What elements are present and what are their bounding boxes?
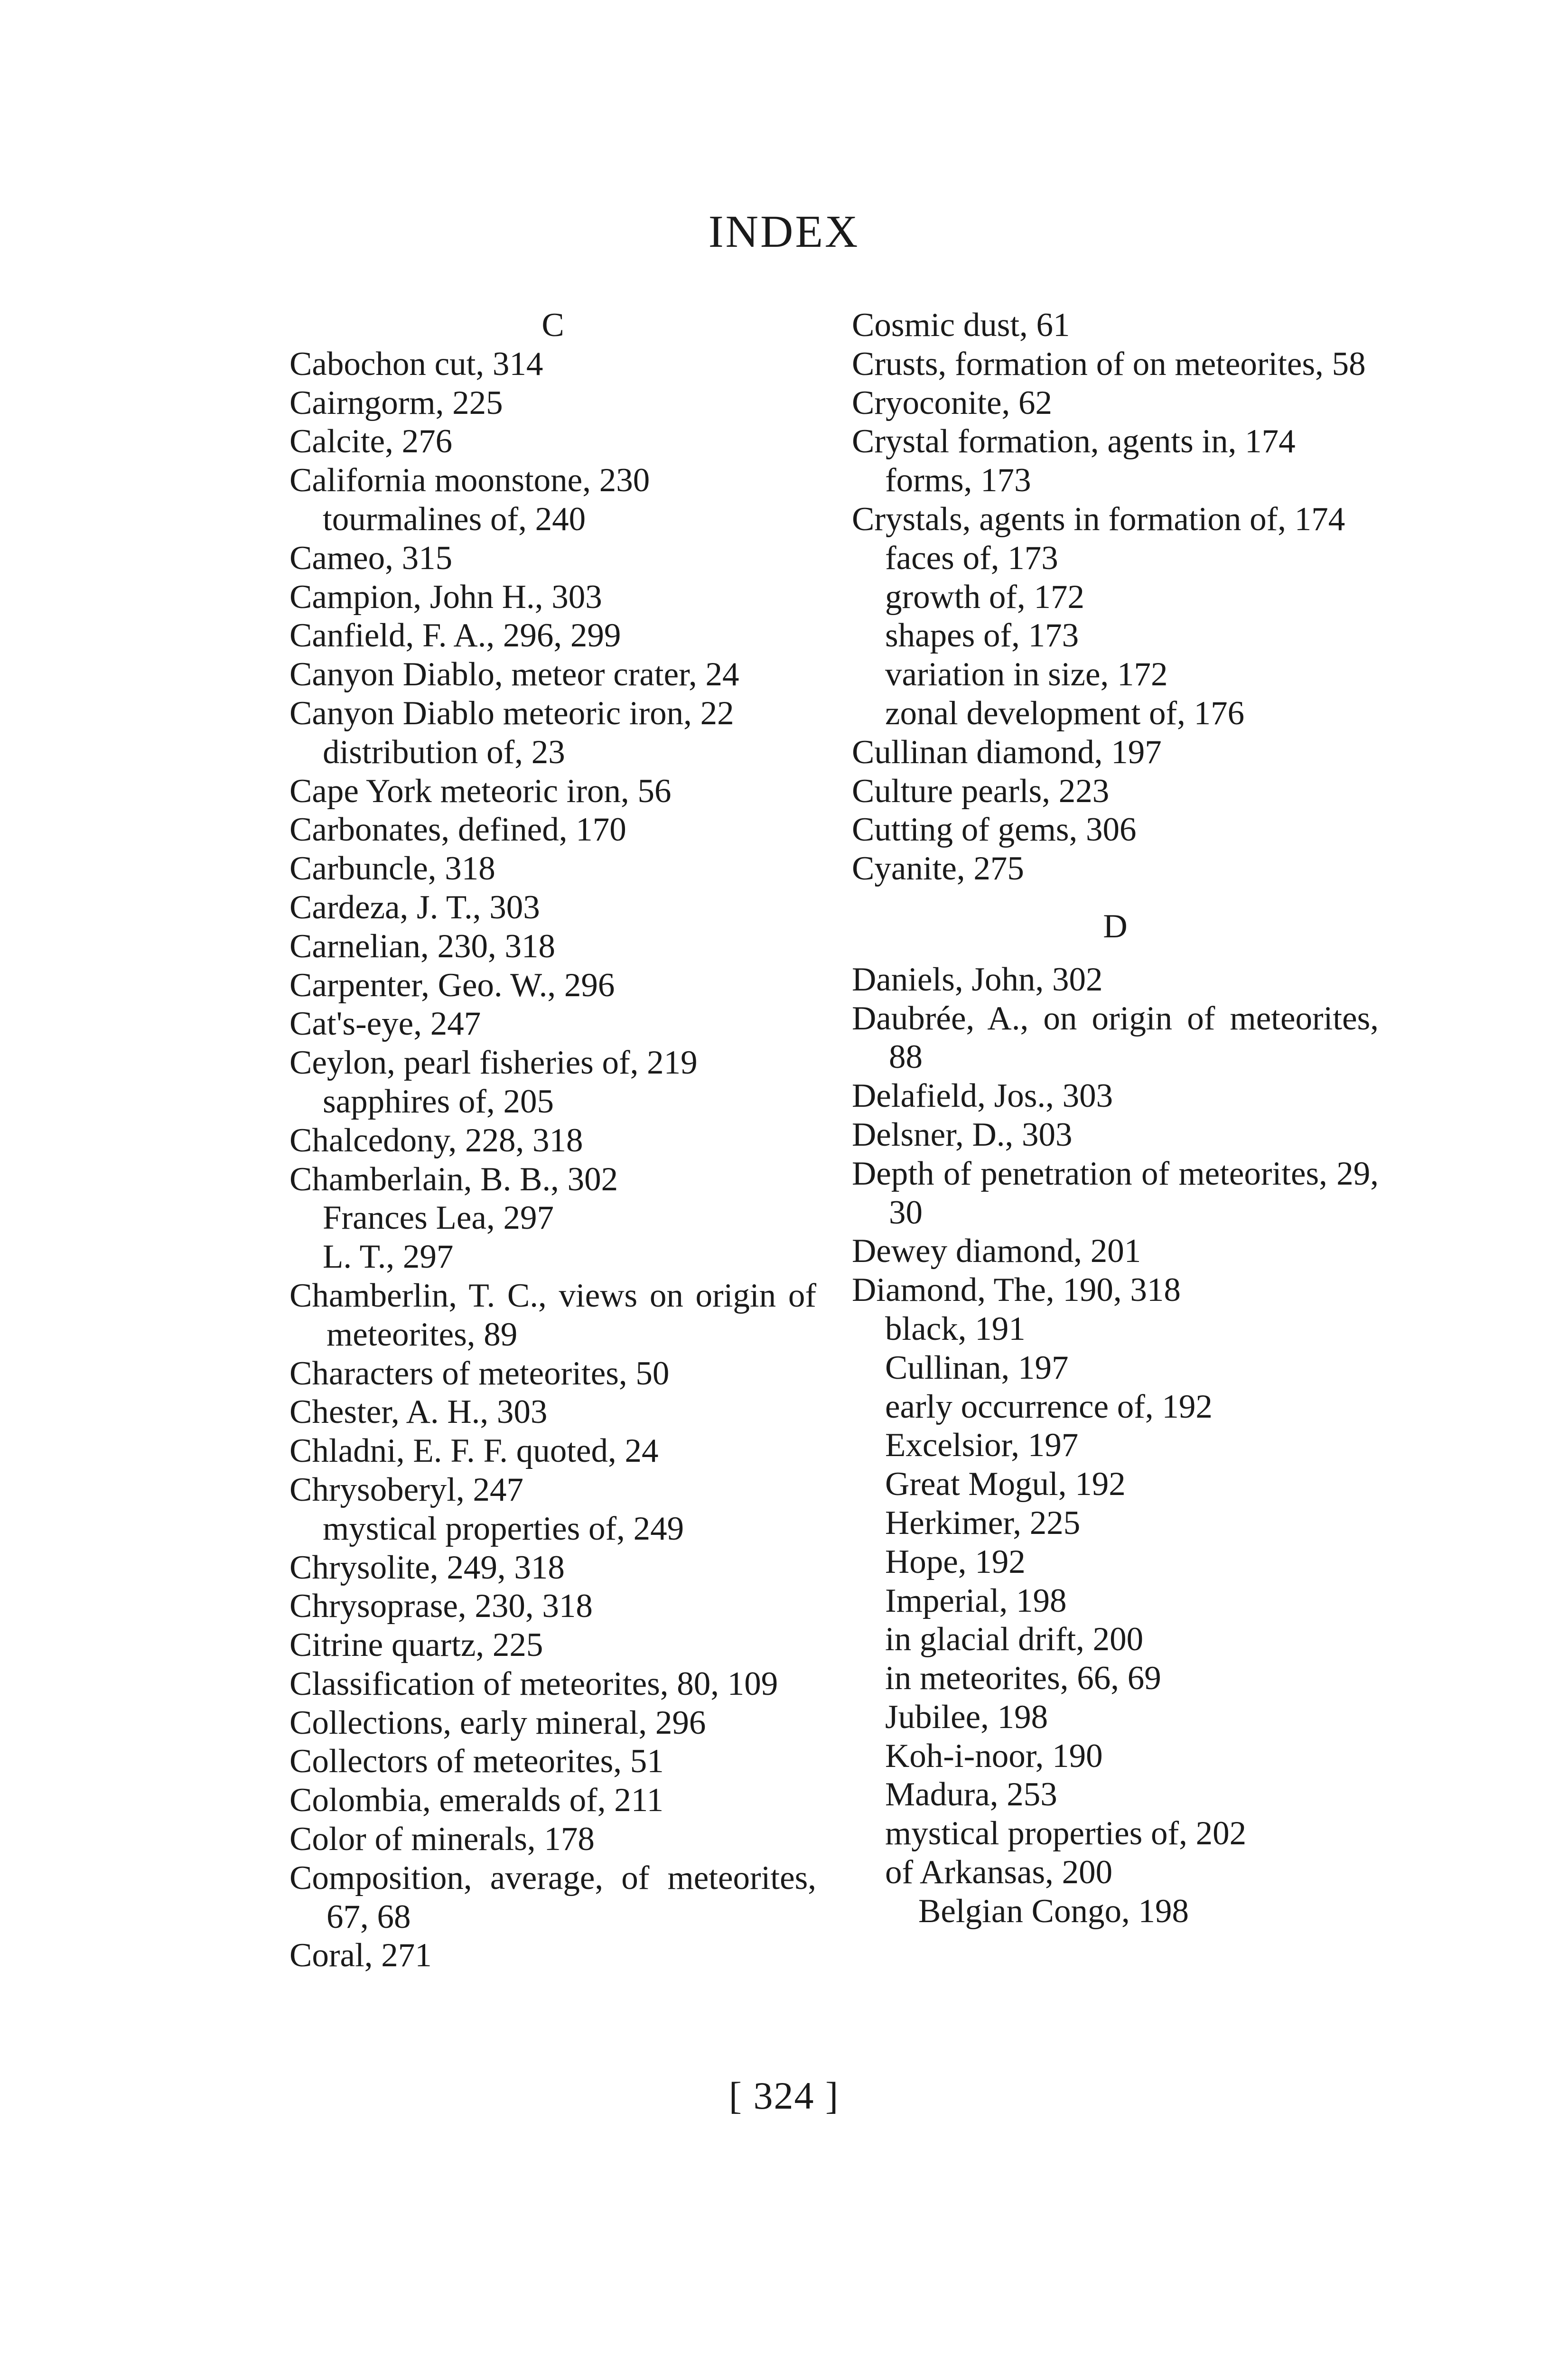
index-entry: Crystal formation, agents in, 174 xyxy=(852,423,1296,460)
index-entries-c-left xyxy=(289,345,816,1975)
index-entries-c-right xyxy=(852,306,1379,888)
index-entry: Chamberlin, T. C., views on origin of meteorites, 89 xyxy=(289,1277,816,1353)
index-entry: Cardeza, J. T., 303 xyxy=(289,888,540,926)
index-subentry: Frances Lea, 297 xyxy=(323,1199,554,1237)
index-column-left xyxy=(289,306,816,1975)
index-entry: Chamberlain, B. B., 302 xyxy=(289,1160,618,1198)
index-entry: Canyon Diablo meteoric iron, 22 xyxy=(289,694,734,732)
page-title: INDEX xyxy=(708,206,860,257)
index-entry: Composition, average, of meteorites, 67, 68 xyxy=(289,1859,816,1935)
index-subentry: Imperial, 198 xyxy=(885,1582,1067,1619)
index-entry: Campion, John H., 303 xyxy=(289,578,602,616)
index-subentry: Great Mogul, 192 xyxy=(885,1466,1126,1503)
index-entry: Chester, A. H., 303 xyxy=(289,1393,548,1431)
index-entry: Cutting of gems, 306 xyxy=(852,811,1137,849)
index-subentry: tourmalines of, 240 xyxy=(323,500,586,538)
index-entry: Carnelian, 230, 318 xyxy=(289,927,555,965)
section-letter-c: C xyxy=(541,307,564,344)
index-subentry: Excelsior, 197 xyxy=(885,1427,1079,1464)
index-entry: Chrysoprase, 230, 318 xyxy=(289,1588,593,1625)
index-subentry: in meteorites, 66, 69 xyxy=(885,1660,1161,1697)
index-entry: Ceylon, pearl fisheries of, 219 xyxy=(289,1044,698,1082)
index-subentry: Hope, 192 xyxy=(885,1543,1026,1580)
index-entry: Carpenter, Geo. W., 296 xyxy=(289,966,615,1004)
index-entry: Cat's-eye, 247 xyxy=(289,1005,481,1043)
index-entry: Characters of meteorites, 50 xyxy=(289,1355,670,1392)
index-column-right xyxy=(852,306,1379,1931)
index-entry: Delafield, Jos., 303 xyxy=(852,1077,1113,1115)
index-subentry: of Arkansas, 200 xyxy=(885,1854,1113,1891)
index-entry: Chrysoberyl, 247 xyxy=(289,1471,524,1508)
index-entry: Diamond, The, 190, 318 xyxy=(852,1271,1181,1309)
index-entry: Canfield, F. A., 296, 299 xyxy=(289,617,621,654)
index-subentry: mystical properties of, 249 xyxy=(323,1510,684,1547)
index-subentry: in glacial drift, 200 xyxy=(885,1621,1144,1658)
page-number: [ 324 ] xyxy=(728,2074,840,2117)
index-subentry: variation in size, 172 xyxy=(885,656,1168,693)
index-entry: Colombia, emeralds of, 211 xyxy=(289,1782,664,1819)
index-entry: Dewey diamond, 201 xyxy=(852,1233,1141,1270)
index-entry: Collectors of meteorites, 51 xyxy=(289,1743,664,1780)
index-entry: Culture pearls, 223 xyxy=(852,772,1110,810)
index-subentry: sapphires of, 205 xyxy=(323,1083,554,1120)
index-entry: Cryoconite, 62 xyxy=(852,384,1052,421)
index-subentry: faces of, 173 xyxy=(885,539,1058,577)
index-entry: Canyon Diablo, meteor crater, 24 xyxy=(289,656,739,693)
index-subentry: Herkimer, 225 xyxy=(885,1504,1081,1542)
index-entry: Crystals, agents in formation of, 174 xyxy=(852,500,1345,538)
index-subentry: Madura, 253 xyxy=(885,1776,1057,1813)
index-entry: Chrysolite, 249, 318 xyxy=(289,1549,565,1586)
index-subentry: shapes of, 173 xyxy=(885,617,1079,654)
index-entry: Depth of penetration of meteorites, 29, 30 xyxy=(852,1155,1379,1231)
index-entry: Coral, 271 xyxy=(289,1937,432,1974)
index-entry: Cabochon cut, 314 xyxy=(289,345,543,383)
index-subentry: L. T., 297 xyxy=(323,1238,454,1276)
index-subentry: black, 191 xyxy=(885,1310,1026,1347)
index-subentry: growth of, 172 xyxy=(885,578,1085,616)
index-entry: Daubrée, A., on origin of meteorites, 88 xyxy=(852,1000,1379,1076)
index-subentry: early occurrence of, 192 xyxy=(885,1388,1213,1425)
index-entry: Cameo, 315 xyxy=(289,539,453,577)
index-entry: Chalcedony, 228, 318 xyxy=(289,1121,583,1159)
index-subentry: zonal development of, 176 xyxy=(885,694,1245,732)
index-entry: California moonstone, 230 xyxy=(289,462,650,499)
index-entry: Crusts, formation of on meteorites, 58 xyxy=(852,345,1366,383)
index-subentry: distribution of, 23 xyxy=(323,733,565,771)
index-entry: Delsner, D., 303 xyxy=(852,1116,1073,1153)
index-entry: Collections, early mineral, 296 xyxy=(289,1704,706,1741)
index-entry: Carbuncle, 318 xyxy=(289,850,495,888)
index-entry: Daniels, John, 302 xyxy=(852,961,1103,998)
index-entry: Color of minerals, 178 xyxy=(289,1821,595,1858)
index-subentry: Koh-i-noor, 190 xyxy=(885,1737,1103,1775)
index-subentry: Jubilee, 198 xyxy=(885,1698,1048,1736)
section-letter-d: D xyxy=(1103,907,1128,945)
index-entry: Calcite, 276 xyxy=(289,423,453,460)
index-entry: Cyanite, 275 xyxy=(852,850,1024,888)
index-entry: Cosmic dust, 61 xyxy=(852,307,1070,344)
index-entries-d xyxy=(852,961,1379,1931)
index-entry: Citrine quartz, 225 xyxy=(289,1626,543,1664)
index-entry: Chladni, E. F. F. quoted, 24 xyxy=(289,1432,659,1470)
index-subentry: forms, 173 xyxy=(885,462,1031,499)
index-entry: Cairngorm, 225 xyxy=(289,384,503,421)
index-entry: Classification of meteorites, 80, 109 xyxy=(289,1665,778,1702)
index-subentry: Belgian Congo, 198 xyxy=(918,1892,1189,1930)
index-entry: Cape York meteoric iron, 56 xyxy=(289,772,672,810)
index-entry: Carbonates, defined, 170 xyxy=(289,811,626,849)
index-entry: Cullinan diamond, 197 xyxy=(852,733,1162,771)
index-subentry: Cullinan, 197 xyxy=(885,1349,1069,1386)
index-subentry: mystical properties of, 202 xyxy=(885,1815,1247,1852)
